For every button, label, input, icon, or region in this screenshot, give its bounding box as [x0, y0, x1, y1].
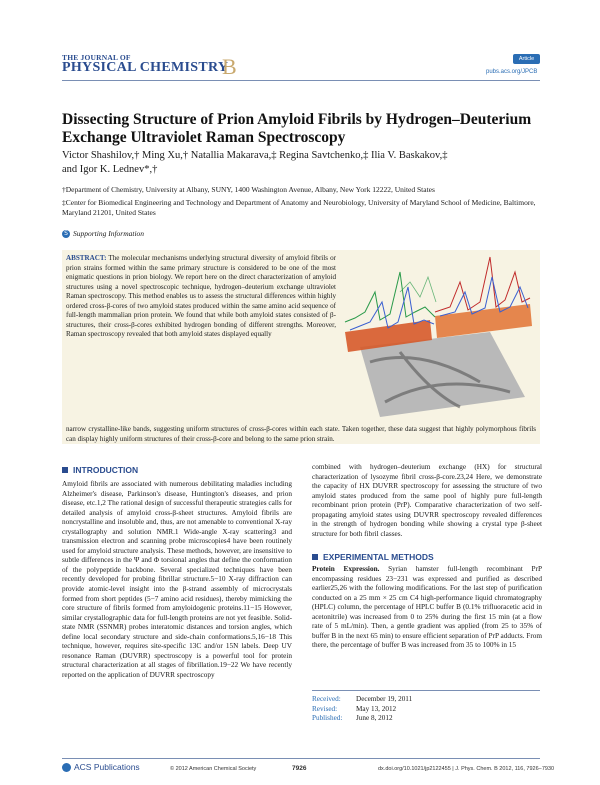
footer-divider — [62, 758, 540, 759]
section-marker-icon — [312, 554, 318, 560]
doi-citation-link[interactable]: dx.doi.org/10.1021/jp2122455 | J. Phys. Chem. B 2012, 116, 7926−7930 — [378, 766, 555, 772]
revised-label: Revised: — [312, 704, 338, 713]
abstract-body: The molecular mechanisms underlying structural diversity of amyloid fibrils or prion strains formed within the same primary structure is considered to be one of the most enigmatic questions in prion biology. We report here on the direct characterization of amyloid structures using a novel spectroscopic technique, hydrogen–deuterium exchange ultraviolet Raman spectroscopy. This method enables us to assess the structural differences within highly ordered cross-β-cores of two amyloid states produced within the same amino acid sequence of full-length mammalian prion protein. We found that while both amyloid states consisted of β-structures, their cross-β-cores exhibited hydrogen bonding of different strengths. Moreover, Raman spectroscopy revealed that both amyloid states displayed equally — [66, 254, 336, 339]
published-date — [312, 714, 412, 724]
affiliation-1: †Department of Chemistry, University at Albany, SUNY, 1400 Washington Avenue, Albany, New York 12222, United States — [62, 185, 435, 194]
methods-body: Syrian hamster full-length recombinant PrP encompassing residues 23−231 was expressed and purified as described earlier25,26 with the following modifications. For the last step of purification conducted on a 25 mm × 25 cm C4 high-performance liquid chromatography (HPLC) column, the percentage of HPLC buffer B (0.1% trifluoracetic acid in acetonitrile) was increased from 0 to 25% during the first 15 min (at a flow rate of 5 mL/min). Then, a gentle gradient was applied (from 25 to 35% of buffer B in the next 65 min) to ensure efficient separation of PrP adducts. From there, the percentage of buffer B was increased from 35 to 100% in 15 — [312, 565, 543, 650]
published-label: Published: — [312, 714, 343, 723]
supporting-info-label: Supporting Information — [73, 229, 145, 238]
article-type-badge: Article — [513, 54, 540, 64]
author-list — [62, 149, 542, 177]
page-number: 7926 — [292, 765, 307, 772]
introduction-text: Amyloid fibrils are associated with numerous debilitating maladies including Alzheimer's disease, Parkinson's disease, Huntington's diseases, and prion disease, etc.1,2 The rational design of successful therapeutic strategies calls for detailed analysis of amyloid cross-β-sheet structures. Amyloid fibrils are noncrystalline and insoluble and, thus, are not amenable to conventional X-ray crystallography and solution NMR.1 Wide-angle X-ray scattering3 and transmission electron and scanning probe microscopies4 have been routinely used for amyloid structure analysis. These methods, however, are insensitive to subtle differences in the Ψ and Φ torsional angles that define the conformation of the polypeptide backbone. Several specialized techniques have been recently developed for probing fibrillar structure.5−10 X-ray diffraction can provide atomic-level insight into the β-strand assembly of microcrystals formed from short peptides (5−7 amino acid residues), thereby mimicking the core structure of fibrils formed from amyloidogenic proteins.11−15 However, similar crystallographic data for full-length proteins are not yet feasible. Solid-state NMR (SSNMR) probes interatomic distances and torsion angles, which define local secondary structure and side-chain conformations.5,16−18 This technique, however, requires site-specific 13C and/or 15N labels. Deep UV resonance Raman (DUVRR) spectroscopy is a powerful tool for protein structural characterization at all stages of fibrillation.19−22 We have recently reported on the application of DUVRR spectroscopy — [62, 480, 292, 679]
toc-graphic — [340, 252, 538, 422]
introduction-heading-label: INTRODUCTION — [73, 465, 139, 475]
section-marker-icon — [62, 467, 68, 473]
journal-section-letter: B — [222, 54, 237, 79]
introduction-heading — [62, 465, 138, 475]
header-divider — [62, 80, 540, 81]
authors-line-1: Victor Shashilov,† Ming Xu,† Natallia Makarava,‡ Regina Savtchenko,‡ Ilia V. Baskakov,‡ — [62, 150, 448, 161]
publication-dates — [312, 695, 412, 724]
journal-name: PHYSICAL CHEMISTRY — [62, 60, 229, 75]
methods-heading — [312, 552, 434, 562]
methods-text — [312, 565, 542, 651]
copyright: © 2012 American Chemical Society — [170, 766, 257, 772]
publisher-name: ACS Publications — [74, 762, 140, 772]
published-value: June 8, 2012 — [356, 714, 393, 723]
dates-divider — [312, 690, 540, 691]
supporting-information-link[interactable] — [62, 229, 144, 238]
journal-url-link[interactable]: pubs.acs.org/JPCB — [486, 69, 538, 75]
affiliation-2: ‡Center for Biomedical Engineering and Technology and Department of Anatomy and Neurobiology, University of Maryland School of Medicine, Baltimore, Maryland 21201, United States — [62, 198, 536, 217]
methods-heading-label: EXPERIMENTAL METHODS — [323, 552, 434, 562]
abstract-text-continued: narrow crystalline-like bands, suggesting uniform structures of cross-β-cores within each state. Taken together, these data suggest that highly polymorphous fibrils can display highly uniform structures of their cross-β-core and belong to the same prion strain. — [66, 425, 536, 443]
authors-line-2: and Igor K. Lednev*,† — [62, 164, 158, 175]
methods-subheading: Protein Expression. — [312, 565, 380, 573]
revised-date — [312, 705, 412, 715]
acs-logo-icon — [62, 763, 71, 772]
received-value: December 19, 2011 — [356, 695, 413, 703]
supporting-info-icon: S — [62, 230, 70, 238]
abstract-label: ABSTRACT: — [66, 254, 107, 262]
received-date — [312, 695, 412, 705]
right-column-intro-text: combined with hydrogen–deuterium exchange (HX) for structural characterization of lysozyme fibril cross-β-core.23,24 Here, we demonstrate the capacity of HX DUVRR spectroscopy for assessing the structure of two amyloid states produced from the same pool of highly pure full-length recombinant prion protein (PrP). Comparative characterization of two self-propagating amyloid states using DUVRR spectroscopy revealed differences in the strength of hydrogen bonding while showing a crystal type β-sheet structure for both fibril classes. — [312, 463, 542, 538]
received-label: Received: — [312, 695, 341, 703]
abstract-text — [66, 254, 336, 340]
revised-value: May 13, 2012 — [356, 704, 397, 713]
journal-name-top: THE JOURNAL OF — [62, 53, 131, 62]
article-title: Dissecting Structure of Prion Amyloid Fibrils by Hydrogen–Deuterium Exchange Ultraviolet Raman Spectroscopy — [62, 111, 532, 146]
acs-publications-logo — [62, 762, 140, 772]
